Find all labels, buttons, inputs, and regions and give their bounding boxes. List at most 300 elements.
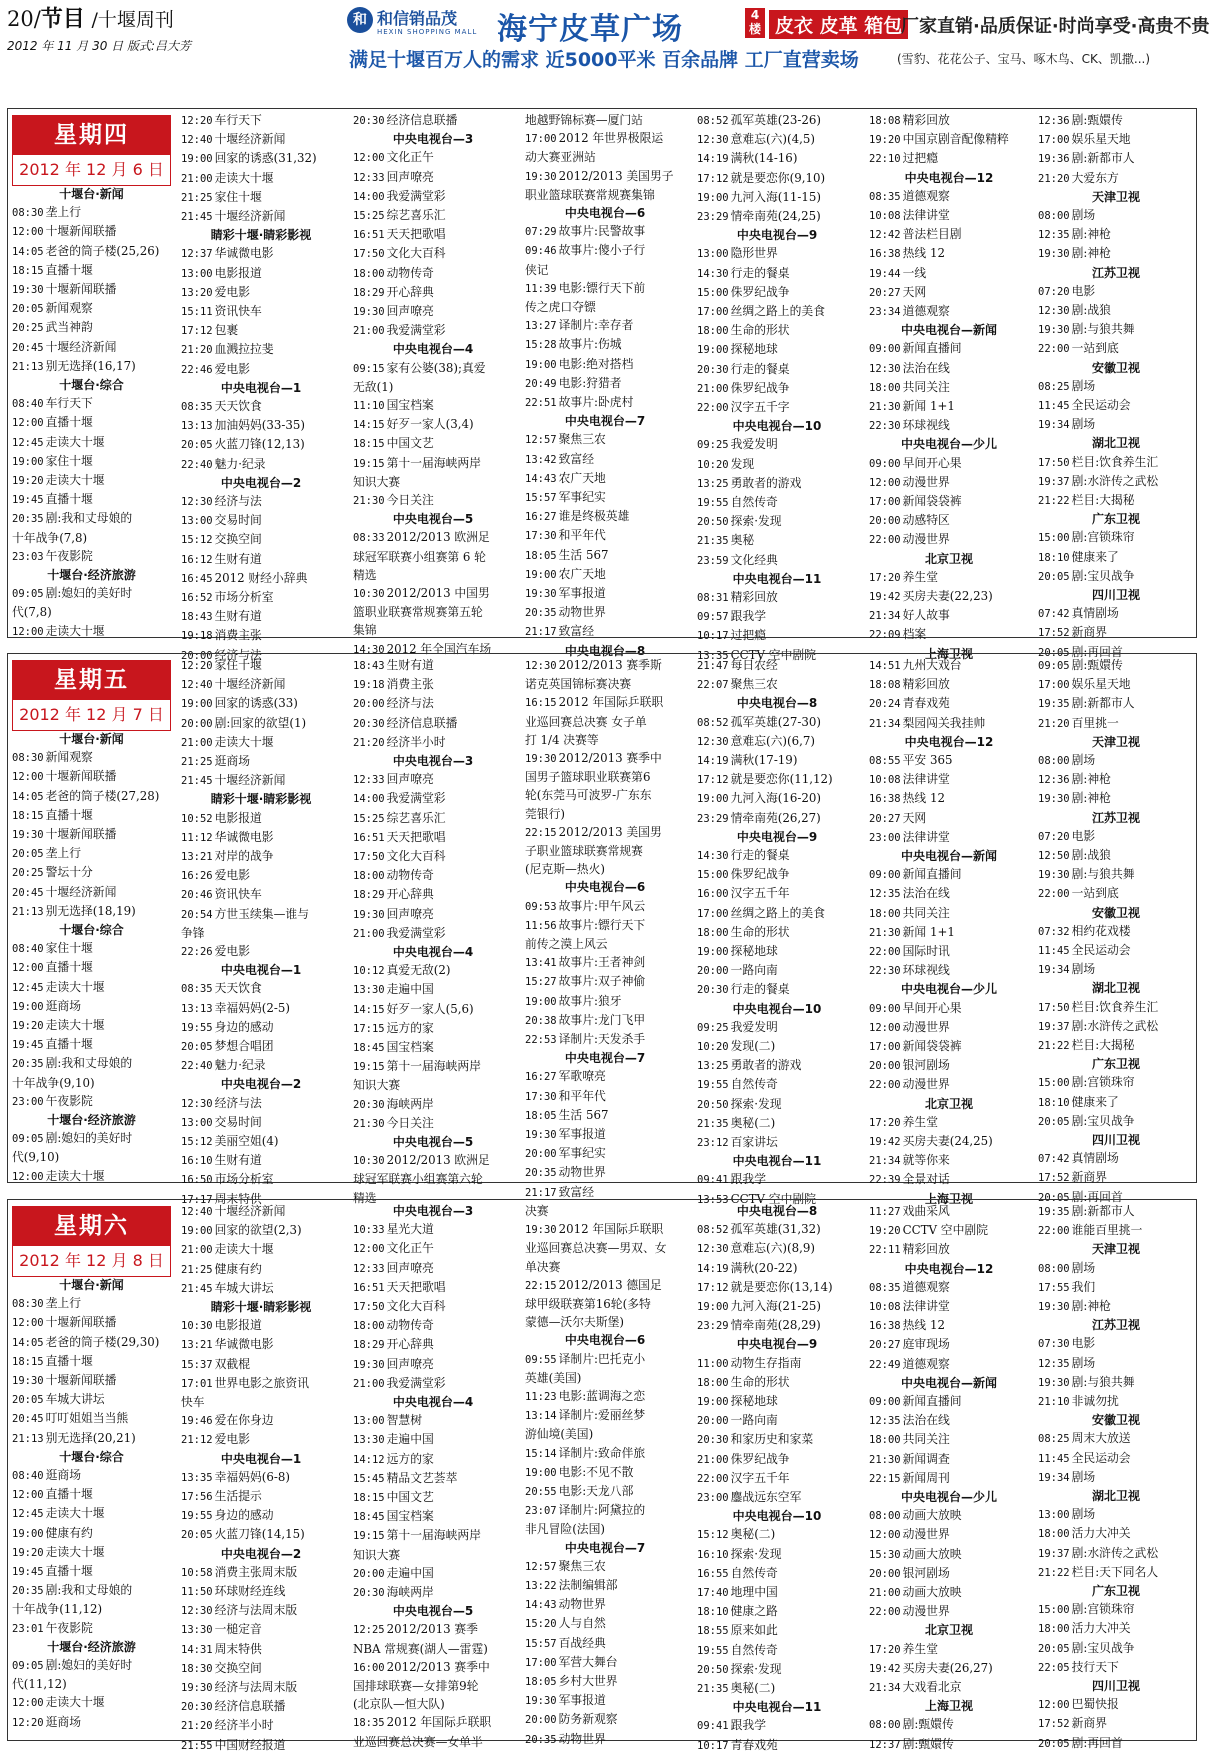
program-item [869, 416, 1029, 435]
program-title: 共同关注 [902, 1432, 950, 1447]
program-title: 叮叮姐姐当当熊 [45, 1411, 129, 1426]
program-item [12, 242, 171, 261]
program-title: 新商界 [1071, 625, 1108, 640]
schedule-column [181, 111, 341, 662]
program-item [869, 473, 1029, 492]
program-title: 回声嘹亮 [386, 906, 434, 921]
program-item [869, 789, 1029, 808]
program-item [869, 130, 1029, 149]
program-time: 08:30 [12, 207, 44, 220]
program-item [869, 397, 1029, 416]
program-time: 13:00 [353, 1415, 385, 1428]
channel-heading: 江苏卫视 [1091, 1318, 1140, 1333]
program-time: 21:20 [181, 344, 213, 357]
program-time: 11:45 [1038, 1452, 1070, 1465]
program-item [869, 1602, 1029, 1621]
program-title: 法治在线 [902, 1413, 950, 1428]
program-item [697, 1736, 857, 1755]
program-item [525, 148, 685, 166]
program-time: 08:30 [12, 1298, 44, 1311]
program-title: 车行天下 [45, 396, 93, 411]
program-time: 12:45 [12, 436, 44, 449]
program-time: 20:27 [869, 286, 901, 299]
program-item [353, 302, 513, 321]
program-title: 国男子篮球职业联赛第6 [525, 770, 651, 785]
program-title: 老爸的筒子楼(29,30) [45, 1334, 160, 1349]
program-title: 文化正午 [386, 1241, 434, 1256]
program-time: 12:37 [869, 1738, 901, 1751]
program-title: 午夜影院 [45, 1620, 93, 1635]
program-title: 全景对话 [902, 1172, 950, 1187]
program-title: 逛商场 [45, 998, 82, 1013]
section-name: 节目 [40, 6, 85, 32]
program-time: 19:00 [181, 698, 213, 711]
program-item [12, 1656, 171, 1675]
day-label [12, 660, 171, 731]
schedule-column [353, 656, 513, 1205]
program-title: 行走的餐桌 [730, 982, 790, 997]
program-title: 今日关注 [386, 493, 434, 508]
program-item [1038, 1524, 1194, 1543]
program-time: 17:56 [181, 1491, 213, 1504]
program-time: 20:50 [697, 516, 729, 529]
program-title: 经济与法 [386, 696, 434, 711]
program-time: 16:51 [353, 1281, 385, 1294]
program-title: 回家的诱惑(31,32) [214, 151, 317, 166]
program-time: 16:55 [697, 1567, 729, 1580]
program-title: 十堰经济新闻 [214, 132, 286, 147]
program-item [525, 507, 685, 526]
program-item [181, 1335, 341, 1354]
program-item [525, 1576, 685, 1595]
program-time: 20:24 [869, 698, 901, 711]
program-title: 译制片:天发杀手 [558, 1032, 646, 1047]
program-time: 17:40 [697, 1587, 729, 1600]
program-title: 走读大十堰 [45, 1018, 105, 1033]
program-item [353, 1733, 513, 1751]
program-item [697, 656, 857, 675]
program-title: 新闻直播间 [902, 341, 962, 356]
program-title: 新闻直播间 [902, 1394, 962, 1409]
program-time: 16:27 [525, 511, 557, 524]
program-time: 19:30 [353, 908, 385, 921]
program-item [1038, 1112, 1194, 1131]
program-title: 新闻观察 [45, 301, 93, 316]
program-time: 22:00 [697, 1472, 729, 1485]
program-title: 动画大放映 [902, 1546, 962, 1561]
program-time: 19:37 [1038, 475, 1070, 488]
program-title: 新闻观察 [45, 750, 93, 765]
program-item [181, 924, 341, 942]
program-item [697, 789, 857, 808]
program-time: 10:17 [697, 1739, 729, 1752]
program-item [181, 905, 341, 924]
program-time: 17:20 [869, 1116, 901, 1129]
program-title: 九河入海(21-25) [730, 1299, 822, 1314]
program-time: 19:45 [12, 494, 44, 507]
program-time: 19:30 [353, 1358, 385, 1371]
program-title: 十堰新闻联播 [45, 224, 117, 239]
program-item [181, 511, 341, 530]
program-title: 直播十堰 [45, 262, 93, 277]
program-time: 18:08 [869, 679, 901, 692]
program-time: 18:55 [697, 1625, 729, 1638]
program-title: 军营大舞台 [558, 1654, 618, 1669]
program-title: 第十一届海峡两岸 [386, 1528, 481, 1543]
program-title: 动漫世界 [902, 1019, 950, 1034]
program-item [181, 1316, 341, 1335]
program-time: 11:00 [697, 1357, 729, 1370]
program-item [181, 809, 341, 828]
program-title: 中国京剧音配像精粹 [902, 132, 1009, 147]
program-title: 十堰经济新闻 [45, 884, 117, 899]
channel-heading: 中央电视台—9 [736, 829, 818, 844]
program-item [525, 1425, 685, 1443]
program-item [697, 188, 857, 207]
program-time: 19:42 [869, 591, 901, 604]
program-time: 19:45 [12, 1039, 44, 1052]
program-time: 20:00 [697, 965, 729, 978]
program-item [1038, 714, 1194, 733]
program-time: 16:26 [181, 870, 213, 883]
program-item [12, 1466, 171, 1485]
schedule-column [12, 1276, 171, 1738]
program-title: 车城大讲坛 [45, 1392, 105, 1407]
program-title: 技行天下 [1071, 1659, 1119, 1674]
program-time: 20:05 [12, 1394, 44, 1407]
program-title: 我爱满堂彩 [386, 1375, 446, 1390]
program-time: 20:54 [181, 908, 213, 921]
program-item [353, 1450, 513, 1469]
program-item [697, 493, 857, 512]
schedule-column [869, 656, 1029, 1206]
program-item [181, 733, 341, 752]
program-item [1038, 1017, 1194, 1036]
program-time: 20:00 [353, 698, 385, 711]
program-item [12, 1167, 171, 1186]
program-time: 20:00 [181, 649, 213, 662]
program-title: 探索·发现 [730, 1096, 782, 1111]
program-item [12, 748, 171, 767]
program-title: 非凡冒险(法国) [525, 1522, 605, 1537]
program-item [12, 203, 171, 222]
program-item [353, 378, 513, 396]
program-title: 百家讲坛 [730, 1135, 778, 1150]
program-item [697, 1297, 857, 1316]
program-item [869, 1545, 1029, 1564]
program-time: 08:35 [181, 983, 213, 996]
program-item [525, 1106, 685, 1125]
program-title: 方世玉续集—谁与 [214, 906, 309, 921]
program-title: 动漫世界 [902, 1604, 950, 1619]
program-item [697, 435, 857, 454]
program-item [1038, 1297, 1194, 1316]
program-title: 走读大十堰 [214, 170, 274, 185]
program-title: 大爱东方 [1071, 170, 1119, 185]
program-time: 20:05 [1038, 1642, 1070, 1655]
program-item [353, 1297, 513, 1316]
program-item [525, 1067, 685, 1086]
program-item [12, 1409, 171, 1428]
program-time: 21:00 [181, 172, 213, 185]
channel-heading: 十堰台·综合 [59, 923, 124, 938]
program-title: 十堰经济新闻 [214, 209, 286, 224]
program-item [181, 340, 341, 359]
program-time: 21:47 [697, 660, 729, 672]
program-time: 21:00 [353, 325, 385, 338]
channel-heading: 中央电视台—3 [392, 1204, 474, 1218]
program-title: 走遍中国 [386, 1432, 434, 1447]
program-item [697, 207, 857, 226]
program-item [525, 1087, 685, 1106]
program-title: 道德观察 [902, 188, 950, 203]
program-item [697, 1392, 857, 1411]
program-title: 探索·发现 [730, 514, 782, 529]
program-item [1038, 1658, 1194, 1677]
program-time: 18:15 [353, 438, 385, 451]
program-item [525, 916, 685, 935]
channel-heading: 十堰台·综合 [59, 378, 124, 393]
channel-heading: 中央电视台—6 [564, 880, 646, 895]
program-title: 买房夫妻(26,27) [902, 1660, 993, 1675]
channel-heading: 中央电视台—2 [220, 1546, 302, 1561]
program-title: 故事片:伤城 [558, 337, 622, 352]
program-title: 文化大百科 [386, 246, 446, 261]
program-time: 18:15 [12, 809, 44, 822]
program-title: 剧:与狼共舞 [1071, 1374, 1135, 1389]
program-time: 08:25 [1038, 1433, 1070, 1446]
program-time: 18:00 [869, 1434, 901, 1447]
channel-heading: 十堰台·经济旅游 [47, 1113, 136, 1128]
program-title: 2012/2013 赛季 [386, 1622, 478, 1637]
program-title: 军事报道 [558, 1127, 606, 1142]
program-item [525, 675, 685, 693]
program-title: 国宝档案 [386, 1509, 434, 1524]
program-item [1038, 491, 1194, 510]
program-item [525, 768, 685, 786]
program-time: 12:30 [697, 134, 729, 147]
program-time: 12:30 [869, 362, 901, 375]
program-item [353, 1000, 513, 1019]
program-item [697, 1220, 857, 1239]
program-time: 13:21 [181, 1339, 213, 1352]
program-title: 相约花戏楼 [1071, 923, 1131, 938]
program-item [697, 1564, 857, 1583]
program-time: 15:57 [525, 492, 557, 505]
program-time: 19:36 [1038, 153, 1070, 166]
program-title: 十堰经济新闻 [214, 773, 286, 788]
program-title: 侏罗纪战争 [730, 1451, 790, 1466]
program-time: 13:14 [525, 1410, 557, 1423]
channel-heading: 安徽卫视 [1091, 1413, 1140, 1428]
program-time: 19:55 [697, 1079, 729, 1092]
program-time: 20:00 [869, 515, 901, 528]
program-item [869, 1411, 1029, 1430]
day-date: 2012 年 12 月 7 日 [12, 700, 171, 731]
program-time: 19:46 [181, 1415, 213, 1428]
program-time: 21:34 [869, 1682, 901, 1695]
channel-heading: 湖北卫视 [1091, 981, 1140, 996]
program-item [1038, 111, 1194, 130]
program-time: 18:00 [353, 1320, 385, 1333]
program-title: 爱电影 [214, 868, 251, 883]
program-title: 动画大放映 [902, 1508, 962, 1523]
program-title: 幸福妈妈(2-5) [214, 1000, 290, 1015]
program-title: 养生堂 [902, 1641, 939, 1656]
channel-heading: 中央电视台—5 [392, 1604, 474, 1619]
program-time: 08:52 [697, 716, 729, 729]
program-time: 09:15 [353, 362, 385, 375]
program-item [181, 1525, 341, 1544]
program-item [525, 1653, 685, 1672]
program-title: 资讯快车 [214, 304, 262, 319]
program-title: 生财有道 [214, 551, 262, 566]
program-item [697, 904, 857, 923]
program-item [12, 1016, 171, 1035]
program-time: 10:12 [353, 965, 385, 978]
program-item [181, 111, 341, 130]
program-title: 动物世界 [558, 605, 606, 620]
program-item [525, 860, 685, 878]
program-item [12, 603, 171, 621]
program-title: 意难忘(六)(6,7) [730, 733, 815, 748]
program-item [353, 473, 513, 491]
program-title: 前传之漠上风云 [525, 937, 608, 952]
program-title: 十堰经济新闻 [214, 677, 286, 692]
program-time: 19:35 [1038, 1206, 1070, 1218]
program-title: CCTV 空中剧院 [730, 647, 816, 662]
program-item [525, 488, 685, 507]
program-time: 22:53 [525, 1034, 557, 1047]
program-item [869, 1564, 1029, 1583]
program-title: 直播十堰 [45, 960, 93, 975]
program-time: 16:38 [869, 248, 901, 261]
program-time: 08:55 [869, 755, 901, 768]
page-header [0, 0, 1210, 104]
program-item [869, 865, 1029, 884]
program-time: 18:00 [697, 325, 729, 338]
channel-heading: 四川卫视 [1091, 588, 1140, 603]
program-item [181, 675, 341, 694]
program-time: 17:00 [697, 907, 729, 920]
program-title: 十堰经济新闻 [45, 339, 117, 354]
program-item [525, 298, 685, 316]
program-time: 20:05 [181, 1041, 213, 1054]
program-time: 09:05 [12, 1660, 44, 1673]
program-time: 16:27 [525, 1071, 557, 1084]
program-title: 精彩回放 [902, 113, 950, 127]
program-time: 23:00 [697, 1492, 729, 1505]
program-title: 知识大赛 [353, 1547, 401, 1562]
program-time: 21:34 [869, 1155, 901, 1168]
program-title: 侠记 [525, 262, 549, 277]
program-time: 16:52 [181, 592, 213, 605]
program-title: 2012/2013 赛季中 [386, 1659, 490, 1674]
program-title: 剧场 [1071, 1260, 1096, 1275]
program-title: 电影 [1071, 1336, 1096, 1351]
program-title: 动物传奇 [386, 265, 434, 280]
program-item [869, 1583, 1029, 1602]
program-item [353, 924, 513, 943]
program-time: 12:20 [181, 115, 213, 127]
program-title: 血溅拉拉斐 [214, 342, 274, 357]
program-item [525, 1295, 685, 1313]
program-title: 无敌(1) [353, 379, 394, 394]
program-time: 22:10 [869, 153, 901, 166]
channel-heading: 十堰台·经济旅游 [47, 1639, 136, 1654]
program-item [1038, 941, 1194, 960]
program-time: 21:00 [869, 1587, 901, 1600]
program-time: 21:20 [353, 736, 385, 749]
program-time: 17:50 [353, 851, 385, 864]
program-time: 17:50 [1038, 456, 1070, 469]
program-item [869, 264, 1029, 283]
program-time: 17:52 [1038, 627, 1070, 640]
program-item [525, 1144, 685, 1163]
program-time: 20:30 [697, 363, 729, 376]
program-time: 21:13 [12, 360, 44, 373]
ad-brand-list: (雪豹、花花公子、宝马、啄木鸟、CK、凯撒...) [897, 52, 1151, 66]
program-item [869, 809, 1029, 828]
program-time: 20:00 [869, 1567, 901, 1580]
program-title: 经济与法 [214, 1095, 262, 1110]
program-item [1038, 1468, 1194, 1487]
program-item [181, 1582, 341, 1601]
logo-icon: 和 [347, 7, 373, 33]
program-title: 爱电影 [214, 361, 251, 376]
program-item [181, 1411, 341, 1430]
program-time: 10:58 [181, 1566, 213, 1579]
program-item [181, 1355, 341, 1374]
program-time: 22:07 [697, 679, 729, 692]
program-time: 19:00 [525, 568, 557, 581]
program-item [181, 1563, 341, 1582]
program-time: 11:10 [353, 400, 385, 413]
program-time: 20:50 [697, 1098, 729, 1111]
program-item [1038, 751, 1194, 770]
program-time: 14:43 [525, 472, 557, 485]
program-title: 汉字五千年 [730, 1470, 790, 1485]
program-item [697, 130, 857, 149]
program-time: 19:15 [353, 1530, 385, 1543]
program-item [181, 360, 341, 379]
program-title: 2012 年全国汽车场 [386, 641, 492, 656]
channel-heading: 中央电视台—1 [220, 380, 302, 395]
program-item [1038, 1334, 1194, 1353]
program-item [12, 1581, 171, 1600]
program-item [869, 454, 1029, 473]
program-title: 争锋 [181, 925, 205, 940]
program-item [353, 1677, 513, 1695]
program-item [869, 770, 1029, 789]
program-item [12, 261, 171, 280]
channel-heading: 天津卫视 [1091, 734, 1140, 749]
program-time: 16:00 [353, 1661, 385, 1674]
program-title: 精彩回放 [902, 1242, 950, 1257]
program-title: 走读大十堰 [214, 1242, 274, 1257]
program-time: 12:40 [181, 679, 213, 692]
program-item [697, 588, 857, 607]
program-title: 文化经典 [730, 552, 778, 567]
program-time: 17:20 [869, 571, 901, 584]
program-time: 15:12 [181, 534, 213, 547]
program-item [12, 1524, 171, 1543]
program-time: 14:05 [12, 790, 44, 803]
program-title: 2012/2013 欧洲足 [386, 1153, 490, 1168]
program-item [697, 302, 857, 321]
program-item [869, 1113, 1029, 1132]
program-title: 百里挑一 [1071, 715, 1119, 730]
